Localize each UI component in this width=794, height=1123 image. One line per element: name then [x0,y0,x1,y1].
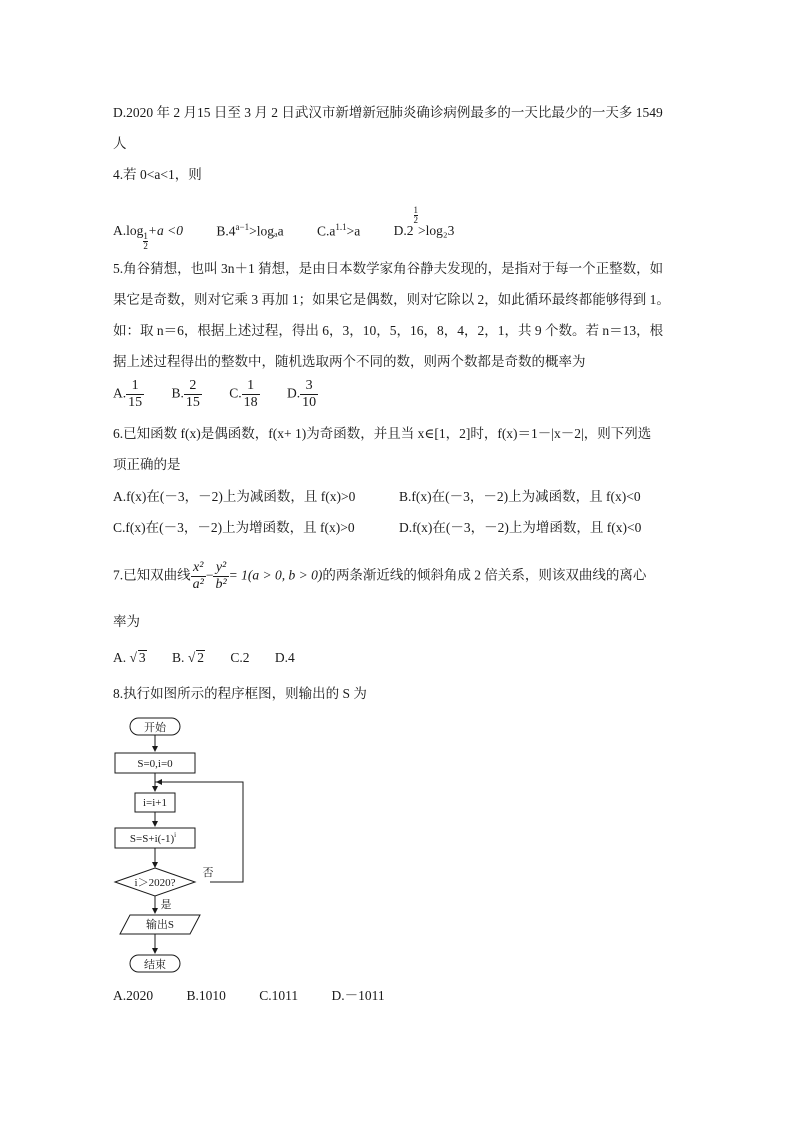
q8-flowchart [110,712,260,977]
q8-stem: 8.执行如图所示的程序框图，则输出的 S 为 [113,686,367,701]
flow-start-label: 开始 [144,722,166,734]
q6-option-a: A.f(x)在(－3，－2)上为减函数，且 f(x)>0 [113,489,356,504]
q4-option-d: D.2 $\frac{1}{2}$ >log₂3 [393,205,455,238]
q4-option-a: A.log $\frac{1}{2}$ +a <0 [113,223,183,251]
q5-option-a: A. $\frac{1}{15}$ [113,378,143,410]
q4-options [113,206,470,251]
q4-option-c: $C.a^{1.1}>a$ [317,221,361,238]
q4-stem: 4.若 0<a<1，则 [113,167,202,182]
q5-option-b: B. $\frac{2}{15}$ [171,378,200,410]
q5-line4: 据上述过程得出的整数中，随机选取两个不同的数，则两个数都是奇数的概率为 [113,354,586,369]
q7-option-a: A. √ 3 [113,650,146,665]
flow-yes-label: 是 [160,899,172,911]
flow-init-label: S=0,i=0 [137,758,173,770]
flow-update-label: $S=S+i(-1)^i$ [129,831,177,845]
q3-option-d-line2: 人 [113,136,127,151]
q7-option-b: B. √ 2 [172,650,204,665]
flow-end-label: 结束 [144,959,166,971]
q6-option-b: B.f(x)在(－3，－2)上为减函数，且 f(x)<0 [399,489,641,504]
flow-cond-label: i＞2020? [134,877,176,889]
q7-stem: 7.已知双曲线 $\frac{\text{x²}}{\text{a²}}$ − $\frac{\text{y²}}{\text{b²}}$ = 1(a > 0, b > 0)的两条渐近线的倾斜角成 2 倍关系，则该双曲线的离心 [113,560,647,592]
q5-line1: 5.角谷猜想，也叫 3n＋1 猜想，是由日本数学家角谷静夫发现的，是指对于每一个正整数，如 [113,261,664,276]
q8-option-d: D.－1011 [331,988,385,1003]
q7-option-c: C.2 [230,650,250,665]
flow-no-label: 否 [202,867,214,879]
q5-options [113,378,334,411]
q6-line2: 项正确的是 [113,457,181,472]
q4-option-b: $B.4^{a-1}>\log_aa$ [216,221,284,238]
q6-option-c: C.f(x)在(－3，－2)上为增函数，且 f(x)>0 [113,520,355,535]
q6-option-d: D.f(x)在(－3，－2)上为增函数，且 f(x)<0 [399,520,642,535]
q6-line1: 6.已知函数 f(x)是偶函数，f(x+ 1)为奇函数，并且当 x∈[1，2]时，f(x)＝1－|x－2|，则下列选 [113,426,652,441]
q8-option-a: A.2020 [113,988,154,1003]
q3-option-d-line1: D.2020 年 2 月15 日至 3 月 2 日武汉市新增新冠肺炎确诊病例最多的一天比最少的一天多 1549 [113,105,663,120]
q5-option-c: C. $\frac{1}{18}$ [229,378,258,410]
q7-option-d: D.4 [274,650,295,665]
q8-option-b: B.1010 [186,988,226,1003]
q8-options [113,988,401,1004]
q7-options [113,650,311,666]
q5-option-d: D. $\frac{3}{10}$ [287,378,317,410]
q5-line3: 如：取 n＝6，根据上述过程，得出 6，3，10，5，16，8，4，2，1，共 9 个数。若 n＝13，根 [113,323,664,338]
flow-output-label: 输出S [145,919,175,931]
q5-line2: 果它是奇数，则对它乘 3 再加 1；如果它是偶数，则对它除以 2，如此循环最终都能够得到 1。 [113,292,670,307]
q8-option-c: C.1011 [259,988,299,1003]
q7-line2: 率为 [113,614,140,629]
flow-inc-label: i=i+1 [142,797,168,809]
